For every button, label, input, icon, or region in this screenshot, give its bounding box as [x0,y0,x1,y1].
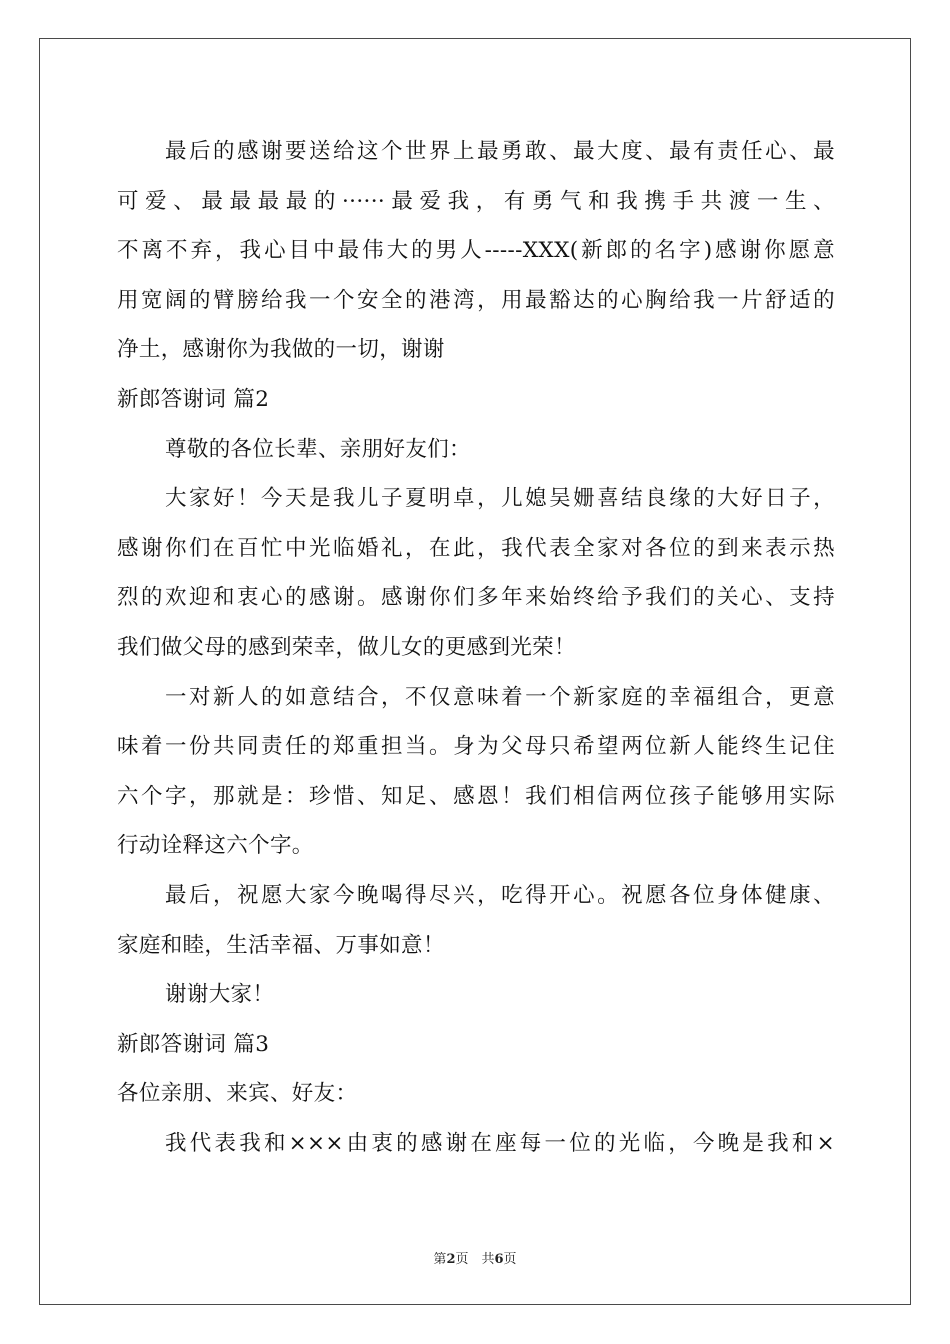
paragraph-line: 六个字，那就是：珍惜、知足、感恩！我们相信两位孩子能够用实际 [117,783,835,809]
paragraph-line: 最后的感谢要送给这个世界上最勇敢、最大度、最有责任心、最 [165,139,835,164]
salutation: 尊敬的各位长辈、亲朋好友们： [165,436,471,462]
paragraph-line: 大家好！今天是我儿子夏明卓，儿媳吴姗喜结良缘的大好日子， [165,486,835,512]
paragraph-line: 我们做父母的感到荣幸，做儿女的更感到光荣！ [117,634,576,660]
paragraph-line: 可爱、最最最最的······最爱我，有勇气和我携手共渡一生、 [117,188,835,214]
total-page-number: 6 [494,1252,504,1267]
page-label-suffix: 页 [503,1252,517,1267]
paragraph-line: 家庭和睦，生活幸福、万事如意！ [117,932,445,958]
section-heading: 新郎答谢词 篇2 [117,386,270,412]
page-label-prefix: 第 [433,1252,447,1267]
page-footer [0,1248,950,1267]
paragraph-line: 不离不弃，我心目中最伟大的男人-----XXX(新郎的名字)感谢你愿意 [117,238,835,264]
current-page-number: 2 [446,1252,456,1267]
page-label-mid: 页 共 [455,1252,495,1267]
paragraph-line: 行动诠释这六个字。 [117,833,314,859]
paragraph-line: 我代表我和×××由衷的感谢在座每一位的光临，今晚是我和× [165,1130,835,1156]
paragraph-line: 最后，祝愿大家今晚喝得尽兴，吃得开心。祝愿各位身体健康、 [165,882,835,908]
paragraph-line: 谢谢大家！ [165,982,275,1008]
paragraph-line: 净土，感谢你为我做的一切，谢谢 [117,337,445,363]
paragraph-line: 用宽阔的臂膀给我一个安全的港湾，用最豁达的心胸给我一片舒适的 [117,287,835,313]
paragraph-line: 一对新人的如意结合，不仅意味着一个新家庭的幸福组合，更意 [165,684,835,710]
paragraph-line: 烈的欢迎和衷心的感谢。感谢你们多年来始终给予我们的关心、支持 [117,585,835,611]
paragraph-line: 味着一份共同责任的郑重担当。身为父母只希望两位新人能终生记住 [117,734,835,760]
paragraph-line: 感谢你们在百忙中光临婚礼，在此，我代表全家对各位的到来表示热 [117,535,835,561]
document-body [117,127,835,1168]
salutation: 各位亲朋、来宾、好友： [117,1081,358,1107]
section-heading: 新郎答谢词 篇3 [117,1031,270,1057]
